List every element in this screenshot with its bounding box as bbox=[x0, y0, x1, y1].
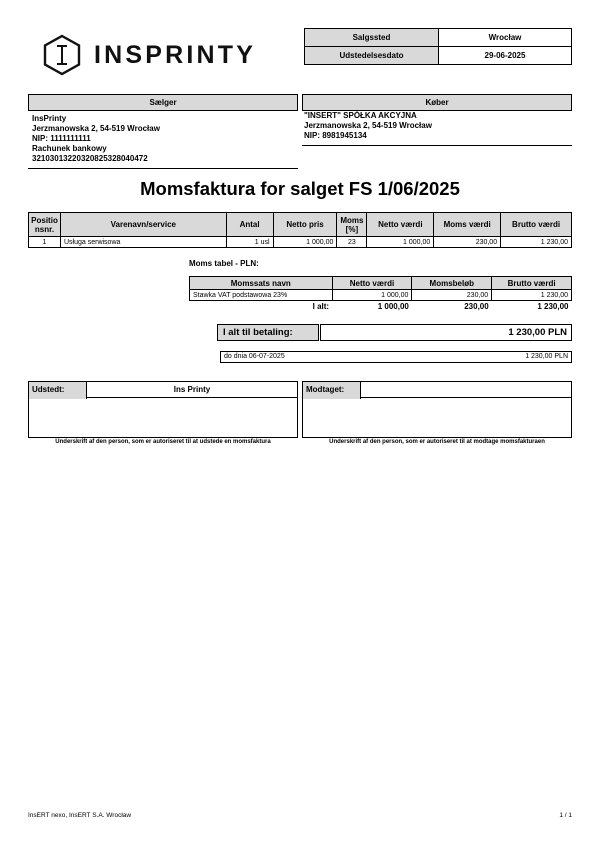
cell-quantity: 1 usl bbox=[226, 237, 273, 248]
seller-section bbox=[28, 94, 298, 169]
vat-col-rate-name: Momssats navn bbox=[190, 277, 333, 290]
invoice-meta-table bbox=[304, 28, 572, 65]
vat-total-label: I alt: bbox=[312, 302, 330, 312]
buyer-details bbox=[302, 111, 572, 146]
vat-col-net: Netto værdi bbox=[332, 277, 412, 290]
date-value: 29-06-2025 bbox=[439, 47, 572, 65]
received-signature-box bbox=[302, 381, 572, 445]
table-row bbox=[190, 290, 572, 301]
vat-total-row bbox=[190, 301, 572, 313]
cell-vat-value: 230,00 bbox=[434, 237, 501, 248]
issued-signature-box bbox=[28, 381, 298, 445]
vat-net: 1 000,00 bbox=[332, 290, 412, 301]
vat-total-net: 1 000,00 bbox=[377, 302, 409, 312]
col-header-quantity: Antal bbox=[226, 213, 273, 237]
brand-name: INSPRINTY bbox=[94, 41, 257, 69]
cell-net-price: 1 000,00 bbox=[273, 237, 337, 248]
cell-position: 1 bbox=[29, 237, 61, 248]
items-header-row bbox=[29, 213, 572, 237]
footer-page-number: 1 / 1 bbox=[559, 812, 572, 819]
col-header-net-price: Netto pris bbox=[273, 213, 337, 237]
footer-software: InsERT nexo, InsERT S.A. Wrocław bbox=[28, 812, 132, 819]
received-caption: Underskrift af den person, som er autoriseret til at modtage momsfakturaen bbox=[329, 439, 545, 445]
seller-line: InsPrinty bbox=[32, 114, 67, 123]
due-date-row bbox=[220, 351, 572, 363]
vat-col-vat: Momsbeløb bbox=[412, 277, 492, 290]
due-date-label: do dnia 06-07-2025 bbox=[224, 353, 285, 360]
vat-header-row bbox=[190, 277, 572, 290]
total-to-pay-label: I alt til betaling: bbox=[217, 324, 319, 341]
vat-total-vat: 230,00 bbox=[464, 302, 489, 312]
seller-line: 32103013220320825328040472 bbox=[32, 154, 148, 163]
received-name-empty bbox=[361, 382, 571, 397]
total-to-pay-value: 1 230,00 PLN bbox=[320, 324, 572, 341]
seller-details bbox=[28, 111, 298, 169]
place-label: Salgssted bbox=[305, 29, 439, 47]
col-header-net-value: Netto værdi bbox=[367, 213, 434, 237]
buyer-section bbox=[302, 94, 572, 146]
issued-signature-area bbox=[28, 398, 298, 438]
table-row bbox=[29, 237, 572, 248]
buyer-heading: Køber bbox=[302, 94, 572, 111]
buyer-line: Jerzmanowska 2, 54-519 Wrocław bbox=[304, 121, 432, 130]
issued-caption: Underskrift af den person, som er autoriseret til at udstede en momsfaktura bbox=[55, 439, 271, 445]
vat-rate-name: Stawka VAT podstawowa 23% bbox=[190, 290, 333, 301]
cell-net-value: 1 000,00 bbox=[367, 237, 434, 248]
seller-line: Rachunek bankowy bbox=[32, 144, 107, 153]
col-header-position: Positio nsnr. bbox=[29, 213, 61, 237]
vat-table-label: Moms tabel - PLN: bbox=[189, 259, 259, 268]
vat-amount: 230,00 bbox=[412, 290, 492, 301]
seller-line: NIP: 1111111111 bbox=[32, 134, 91, 143]
vat-col-gross: Brutto værdi bbox=[492, 277, 572, 290]
company-logo bbox=[42, 34, 262, 76]
invoice-title: Momsfaktura for salget FS 1/06/2025 bbox=[140, 178, 460, 199]
col-header-gross-value: Brutto værdi bbox=[501, 213, 572, 237]
items-table bbox=[28, 212, 572, 248]
cell-gross-value: 1 230,00 bbox=[501, 237, 572, 248]
place-value: Wrocław bbox=[439, 29, 572, 47]
vat-table bbox=[189, 276, 572, 313]
seller-heading: Sælger bbox=[28, 94, 298, 111]
due-date-amount: 1 230,00 PLN bbox=[525, 353, 568, 360]
col-header-vat-value: Moms værdi bbox=[434, 213, 501, 237]
hexagon-i-logo-icon bbox=[42, 34, 82, 76]
received-label: Modtaget: bbox=[303, 382, 361, 399]
buyer-line: "INSERT" SPÓŁKA AKCYJNA bbox=[304, 111, 417, 120]
cell-name: Usługa serwisowa bbox=[60, 237, 226, 248]
received-signature-area bbox=[302, 398, 572, 438]
date-label: Udstedelsesdato bbox=[305, 47, 439, 65]
issued-name: Ins Printy bbox=[173, 385, 211, 394]
buyer-line: NIP: 8981945134 bbox=[304, 131, 367, 140]
vat-total-gross: 1 230,00 bbox=[537, 302, 569, 312]
seller-line: Jerzmanowska 2, 54-519 Wrocław bbox=[32, 124, 160, 133]
issued-label: Udstedt: bbox=[29, 382, 87, 399]
vat-gross: 1 230,00 bbox=[492, 290, 572, 301]
cell-vat-rate: 23 bbox=[337, 237, 367, 248]
col-header-vat-rate: Moms [%] bbox=[337, 213, 367, 237]
col-header-name: Varenavn/service bbox=[60, 213, 226, 237]
